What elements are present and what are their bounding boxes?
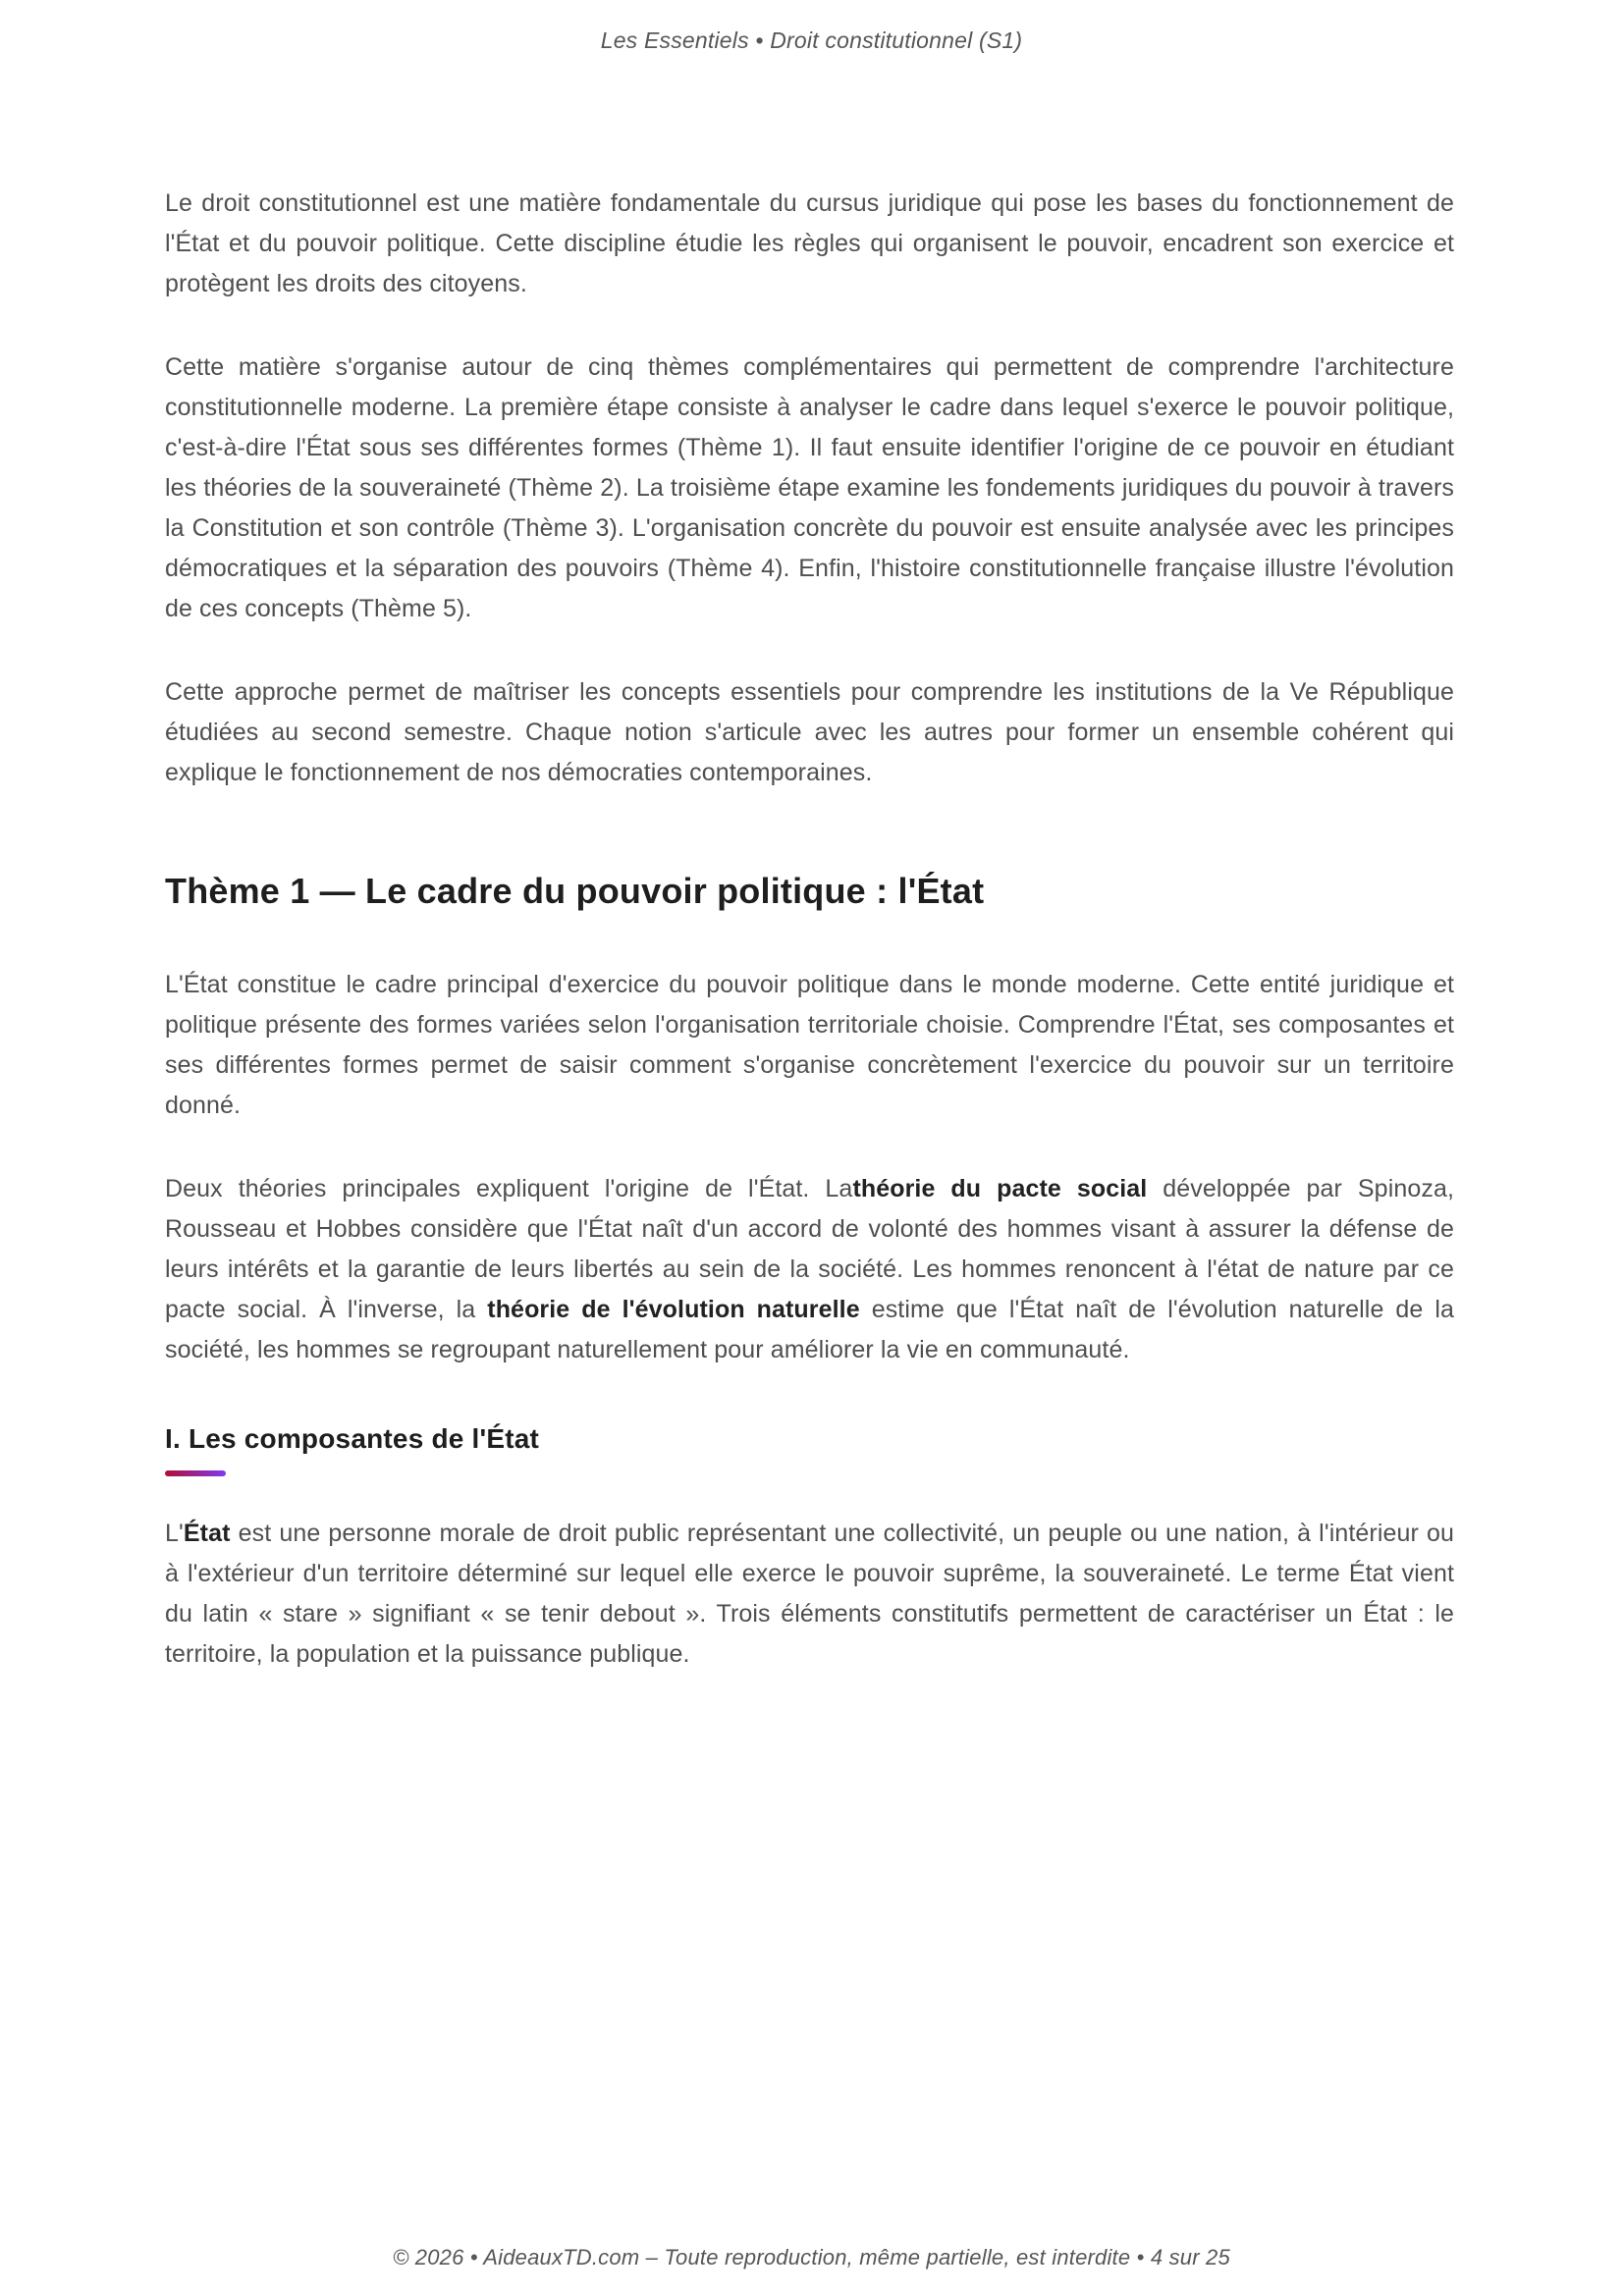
theme-1-heading: Thème 1 — Le cadre du pouvoir politique : l'État — [165, 871, 985, 911]
section-1-heading: I. Les composantes de l'État — [165, 1423, 540, 1454]
intro-paragraph-2: Cette matière s'organise autour de cinq thèmes complémentaires qui permettent de comprendre l'architecture constitutionnelle moderne. La première étape consiste à analyser le cadre dans lequel s'exerce le pouvoir politique, c'est-à-dire l'État sous ses différentes formes (Thème 1). Il faut ensuite identifier l'origine de ce pouvoir en étudiant les théories de la souveraineté (Thème 2). La troisième étape examine les fondements juridiques du pouvoir à travers la Constitution et son contrôle (Thème 3). L'organisation concrète du pouvoir est ensuite analysée avec les principes démocratiques et la séparation des pouvoirs (Thème 4). Enfin, l'histoire constitutionnelle française illustre l'évolution de ces concepts (Thème 5). — [165, 353, 1454, 622]
page-header: Les Essentiels • Droit constitutionnel (S1) — [600, 27, 1023, 53]
section-1-paragraph-1: L'État est une personne morale de droit public représentant une collectivité, un peuple ou une nation, à l'intérieur ou à l'extérieur d'un territoire déterminé sur lequel elle exerce le pouvoir suprême, la souveraineté. Le terme État vient du latin « stare » signifiant « se tenir debout ». Trois éléments constitutifs permettent de caractériser un État : le territoire, la population et la puissance publique. — [165, 1520, 1454, 1668]
intro-paragraph-3: Cette approche permet de maîtriser les concepts essentiels pour comprendre les institutions de la Ve République étudiées au second semestre. Chaque notion s'articule avec les autres pour former un ensemble cohérent qui explique le fonctionnement de nos démocraties contemporaines. — [165, 678, 1454, 786]
theme-1-paragraph-2: Deux théories principales expliquent l'origine de l'État. Lathéorie du pacte social développée par Spinoza, Rousseau et Hobbes considère que l'État naît d'un accord de volonté des hommes visant à assurer la défense de leurs intérêts et la garantie de leurs libertés au sein de la société. Les hommes renoncent à l'état de nature par ce pacte social. À l'inverse, la théorie de l'évolution naturelle estime que l'État naît de l'évolution naturelle de la société, les hommes se regroupant naturellement pour améliorer la vie en communauté. — [165, 1175, 1455, 1363]
document-body — [0, 184, 1623, 1675]
intro-paragraph-1: Le droit constitutionnel est une matière fondamentale du cursus juridique qui pose les bases du fonctionnement de l'État et du pouvoir politique. Cette discipline étudie les règles qui organisent le pouvoir, encadrent son exercice et protègent les droits des citoyens. — [165, 189, 1454, 297]
page-footer: © 2026 • AideauxTD.com – Toute reproduction, même partielle, est interdite • 4 sur 25 — [393, 2245, 1230, 2269]
theme-1-paragraph-1: L'État constitue le cadre principal d'exercice du pouvoir politique dans le monde moderne. Cette entité juridique et politique présente des formes variées selon l'organisation territoriale choisie. Comprendre l'État, ses composantes et ses différentes formes permet de saisir comment s'organise concrètement l'exercice du pouvoir sur un territoire donné. — [165, 971, 1454, 1119]
section-heading-accent-underline — [165, 1470, 226, 1476]
